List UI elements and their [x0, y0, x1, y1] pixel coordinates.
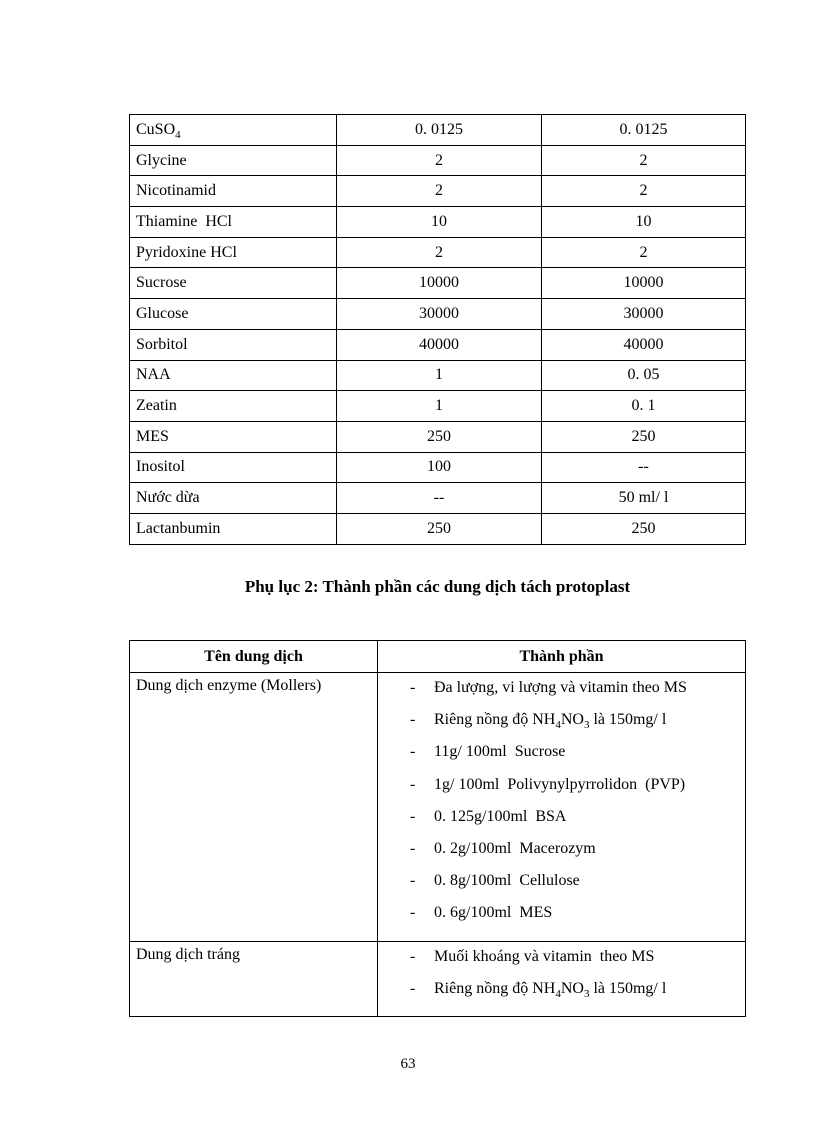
list-item: - 0. 6g/100ml MES	[410, 904, 553, 922]
cell-value-2: 0. 0125	[542, 115, 746, 146]
cell-value-2: 0. 05	[542, 360, 746, 391]
list-item: - 0. 2g/100ml Macerozym	[410, 839, 596, 857]
protoplast-solutions-table	[129, 640, 746, 1017]
cell-value-1: 10	[337, 207, 542, 238]
list-item: - Riêng nồng độ $NH_4NO_3$ là 150mg/ l	[410, 979, 667, 1000]
cell-value-2: 2	[542, 176, 746, 207]
cell-value-2: 30000	[542, 299, 746, 330]
table-row	[130, 176, 746, 207]
cell-value-1: 250	[337, 513, 542, 544]
cell-component: Glycine	[130, 145, 337, 176]
cell-value-1: --	[337, 483, 542, 514]
composition-list	[378, 677, 745, 935]
cell-value-1: 0. 0125	[337, 115, 542, 146]
cell-component: Sorbitol	[130, 329, 337, 360]
table-row	[130, 207, 746, 238]
table-header-row	[130, 641, 746, 673]
cell-value-2: --	[542, 452, 746, 483]
table-row	[130, 237, 746, 268]
composition-cell	[378, 941, 746, 1016]
cell-component: Thiamine HCl	[130, 207, 337, 238]
cell-component: Lactanbumin	[130, 513, 337, 544]
list-item: - Muối khoáng và vitamin theo MS	[410, 947, 655, 965]
list-item: - Đa lượng, vi lượng và vitamin theo MS	[410, 679, 687, 696]
cell-component: Nước dừa	[130, 483, 337, 514]
cell-component: Pyridoxine HCl	[130, 237, 337, 268]
cell-value-2: 0. 1	[542, 391, 746, 422]
cell-value-1: 2	[337, 237, 542, 268]
cell-value-2: 50 ml/ l	[542, 483, 746, 514]
list-item: - 11g/ 100ml Sucrose	[410, 743, 566, 761]
table-row	[130, 299, 746, 330]
solution-name: Dung dịch enzyme (Mollers)	[130, 673, 378, 942]
solution-name: Dung dịch tráng	[130, 941, 378, 1016]
cell-component: Sucrose	[130, 268, 337, 299]
table-row	[130, 941, 746, 1016]
table-row	[130, 513, 746, 544]
list-item: - 0. 125g/100ml BSA	[410, 807, 567, 825]
cell-value-2: 10	[542, 207, 746, 238]
cell-value-1: 2	[337, 145, 542, 176]
table-row	[130, 145, 746, 176]
header-composition: Thành phần	[378, 641, 746, 673]
table-row	[130, 115, 746, 146]
list-item: - 0. 8g/100ml Cellulose	[410, 872, 580, 890]
page-number: 63	[400, 1056, 416, 1072]
cell-value-1: 30000	[337, 299, 542, 330]
cell-value-2: 40000	[542, 329, 746, 360]
table-row	[130, 483, 746, 514]
cell-value-1: 1	[337, 391, 542, 422]
cell-value-1: 100	[337, 452, 542, 483]
cell-value-1: 10000	[337, 268, 542, 299]
table-row	[130, 452, 746, 483]
cell-value-2: 250	[542, 513, 746, 544]
composition-list	[378, 946, 745, 1010]
cell-value-2: 2	[542, 145, 746, 176]
cell-component: CuSO$_4$	[130, 115, 337, 146]
table-row	[130, 360, 746, 391]
cell-component: Zeatin	[130, 391, 337, 422]
table-row	[130, 673, 746, 942]
cell-component: MES	[130, 421, 337, 452]
table-row	[130, 329, 746, 360]
cell-value-1: 2	[337, 176, 542, 207]
header-solution-name: Tên dung dịch	[130, 641, 378, 673]
cell-value-1: 1	[337, 360, 542, 391]
section-heading: Phụ lục 2: Thành phần các dung dịch tách protoplast	[244, 577, 631, 596]
cell-value-2: 250	[542, 421, 746, 452]
cell-value-1: 250	[337, 421, 542, 452]
cell-component: Glucose	[130, 299, 337, 330]
table-row	[130, 268, 746, 299]
composition-cell	[378, 673, 746, 942]
cell-component: Inositol	[130, 452, 337, 483]
list-item: - Riêng nồng độ $NH_4NO_3$ là 150mg/ l	[410, 711, 667, 732]
list-item: - 1g/ 100ml Polivynylpyrrolidon (PVP)	[410, 775, 686, 793]
cell-value-2: 2	[542, 237, 746, 268]
media-composition-table	[129, 114, 746, 545]
cell-component: NAA	[130, 360, 337, 391]
table-row	[130, 421, 746, 452]
table-row	[130, 391, 746, 422]
cell-value-2: 10000	[542, 268, 746, 299]
cell-value-1: 40000	[337, 329, 542, 360]
cell-component: Nicotinamid	[130, 176, 337, 207]
